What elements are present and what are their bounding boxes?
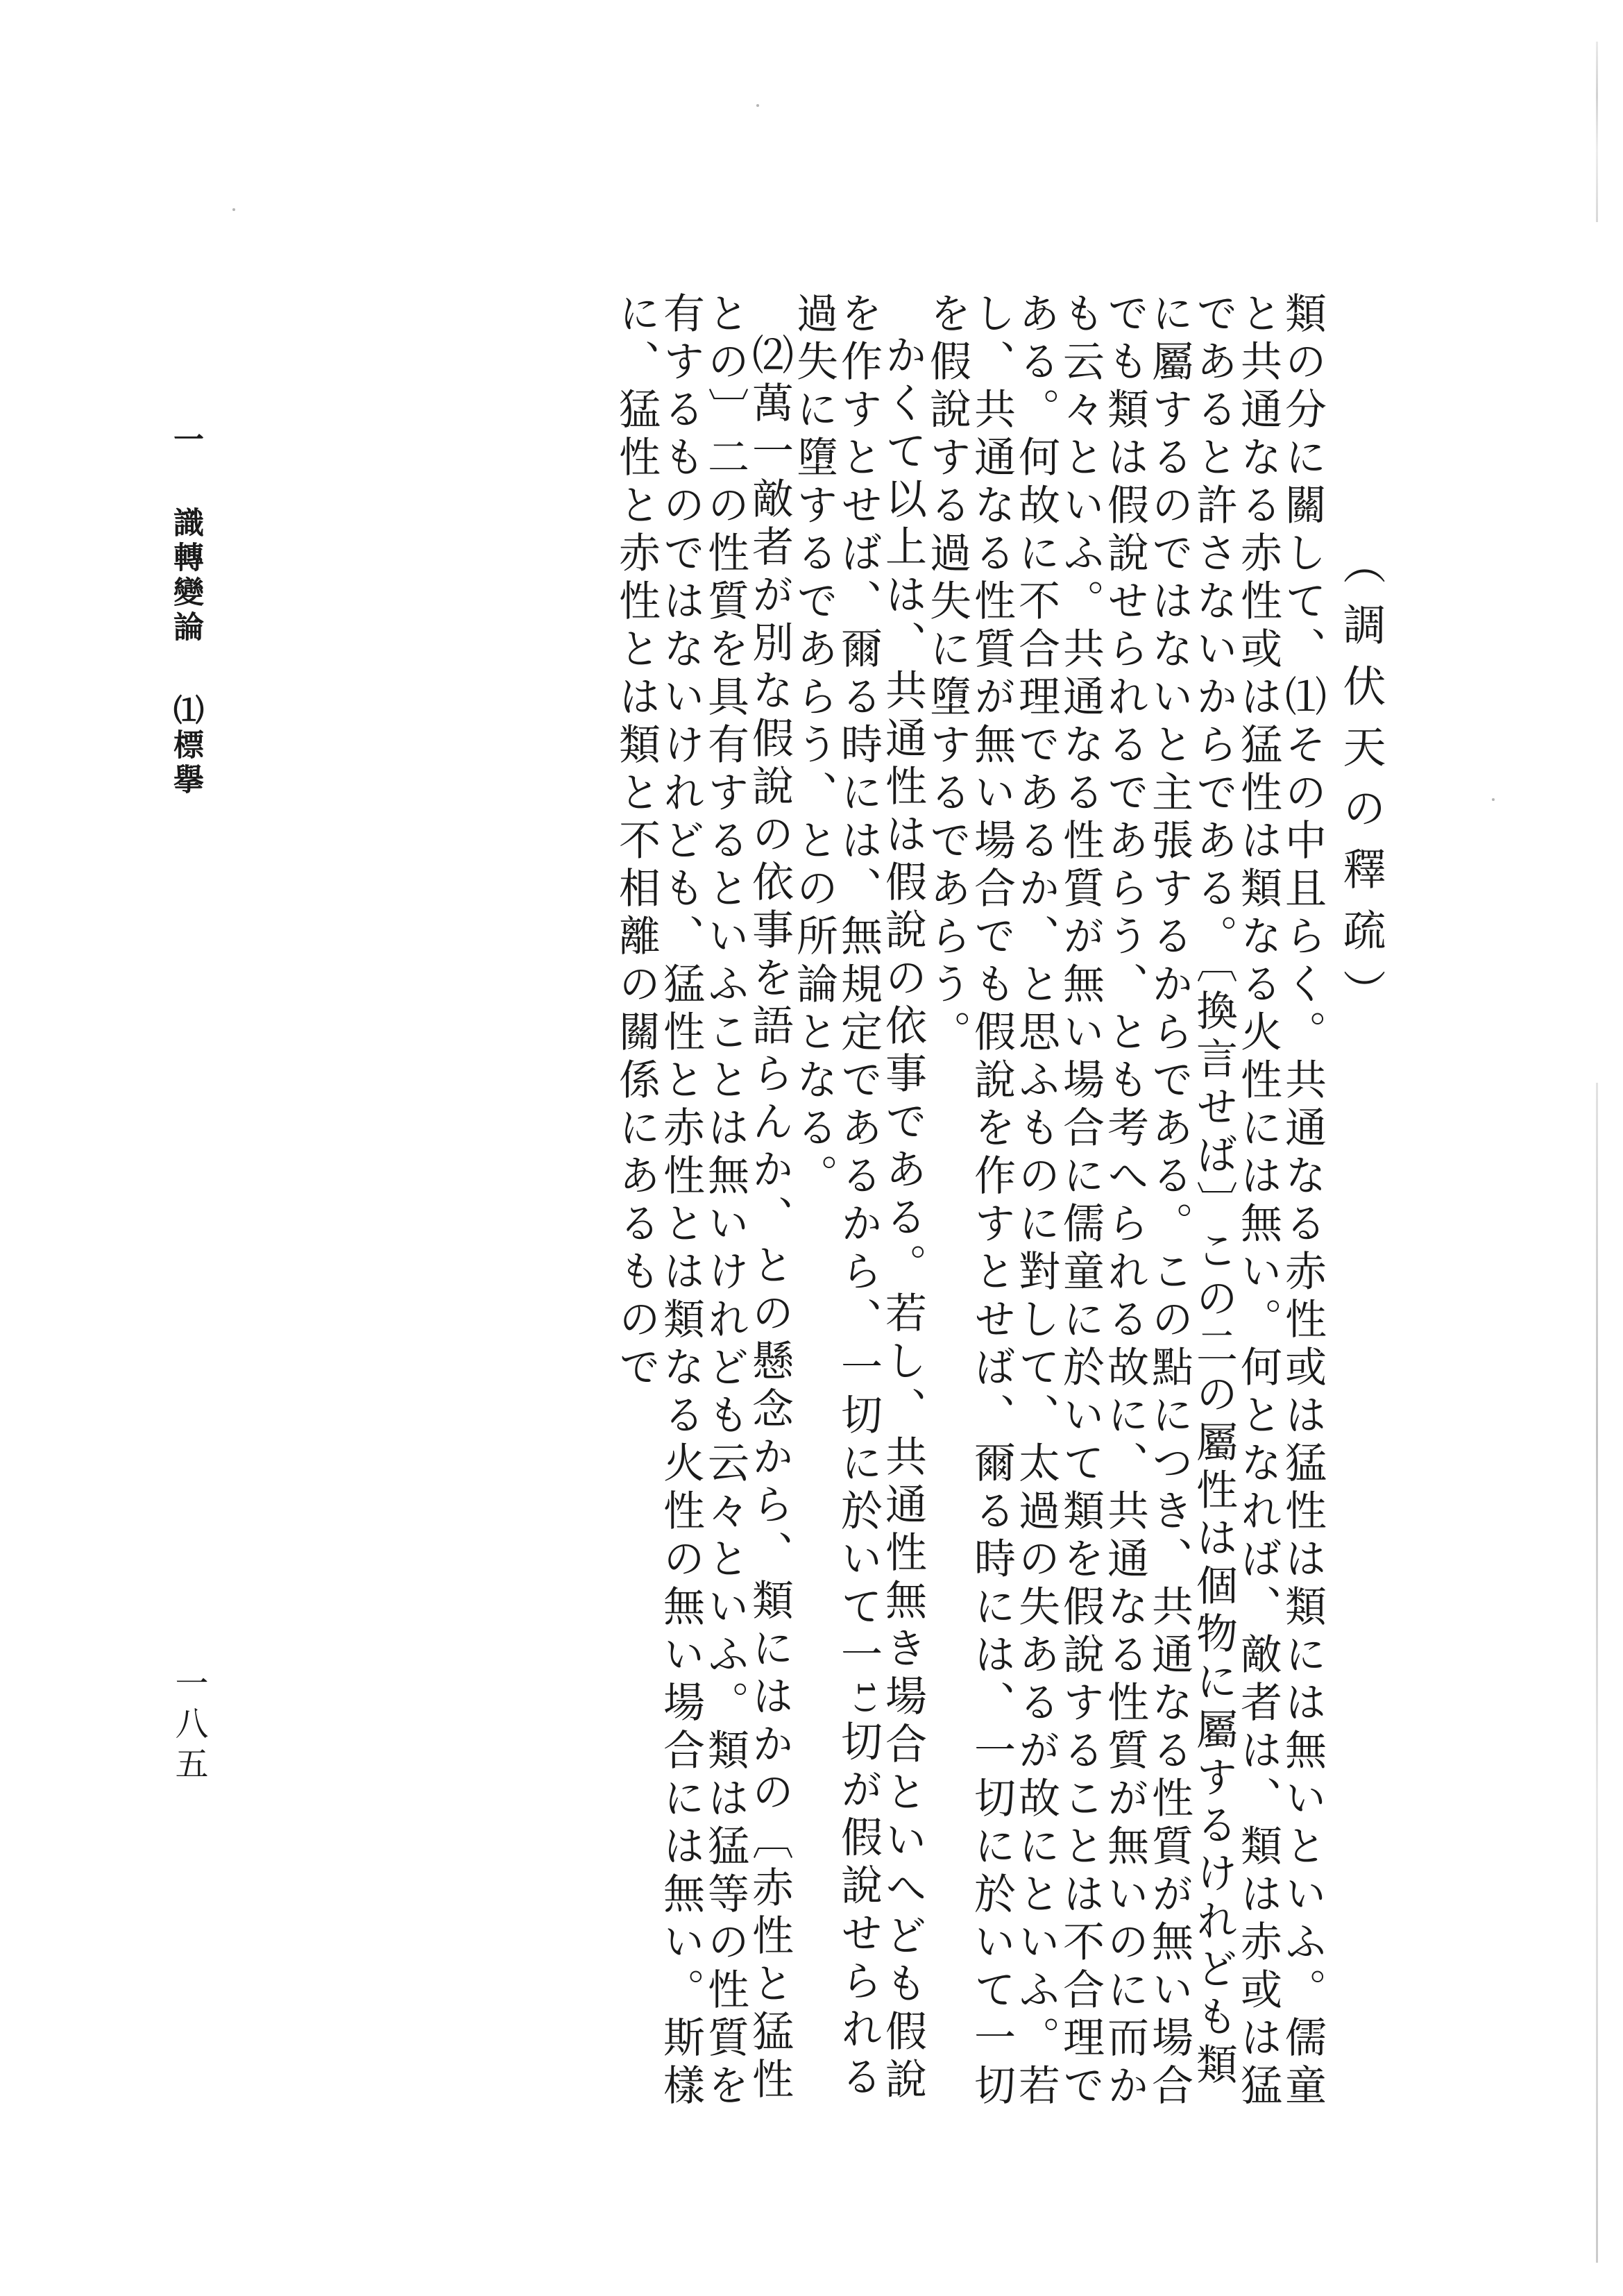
section-label: ⑴標擧 — [168, 694, 203, 798]
page-number: 一八五 — [169, 1666, 208, 1787]
scan-edge-mark — [1596, 42, 1598, 222]
running-footer — [163, 423, 207, 798]
book-title: 識轉變論 — [168, 507, 203, 645]
chapter-number: 一 — [168, 423, 203, 458]
scan-speck — [232, 208, 235, 211]
scan-speck — [1492, 798, 1495, 801]
main-text — [614, 292, 1325, 2131]
section-heading: （調伏天の釋疏） — [1336, 541, 1386, 1030]
paragraph-2: かくて以上は、共通性は假說の依事である。若し、共通性無き場合といへども假說を作すとせば、爾る時には、無規定であるから、一切に於いて一¹⁾切が假說せられる過失に墮するであらう、との所論となる。 — [790, 292, 927, 2105]
scan-speck — [756, 104, 759, 107]
paragraph-1: 類の分に關して、⑴その中且らく。共通なる赤性或は猛性は類には無いといふ。儒童と共通なる赤性或は猛性は類なる火性には無い。何となれば、敵者は、類は赤或は猛であると許さないからである。〔換言せば〕この二の屬性は個物に屬するけれども類に屬するのではないと主張するからである。この點につき、共通なる性質が無い場合でも類は假說せられるであらう、とも考へられる故に、共通なる性質が無いのに而かも云々といふ。共通なる性質が無い場合に儒童に於いて類を假說することは不合理である。何故に不合理であるか、と思ふものに對して、太過の失あるが故にといふ。若し、共通なる性質が無い場合でも假說を作すとせば、爾る時には、一切に於いて一切を假說する過失に墮するであらう。 — [923, 292, 1327, 2111]
scan-edge-mark — [1596, 1083, 1598, 2263]
paragraph-3: ⑵萬一敵者が別な假說の依事を語らんか、との懸念から、類にはかの〔赤性と猛性との〕二の性質を具有するといふことは無いけれども云々といふ。類は猛等の性質を有するものではないけれども、猛性と赤性とは類なる火性の無い場合には無い。斯樣に、猛性と赤性とは類と不相離の關係にあるもので — [612, 292, 794, 2111]
